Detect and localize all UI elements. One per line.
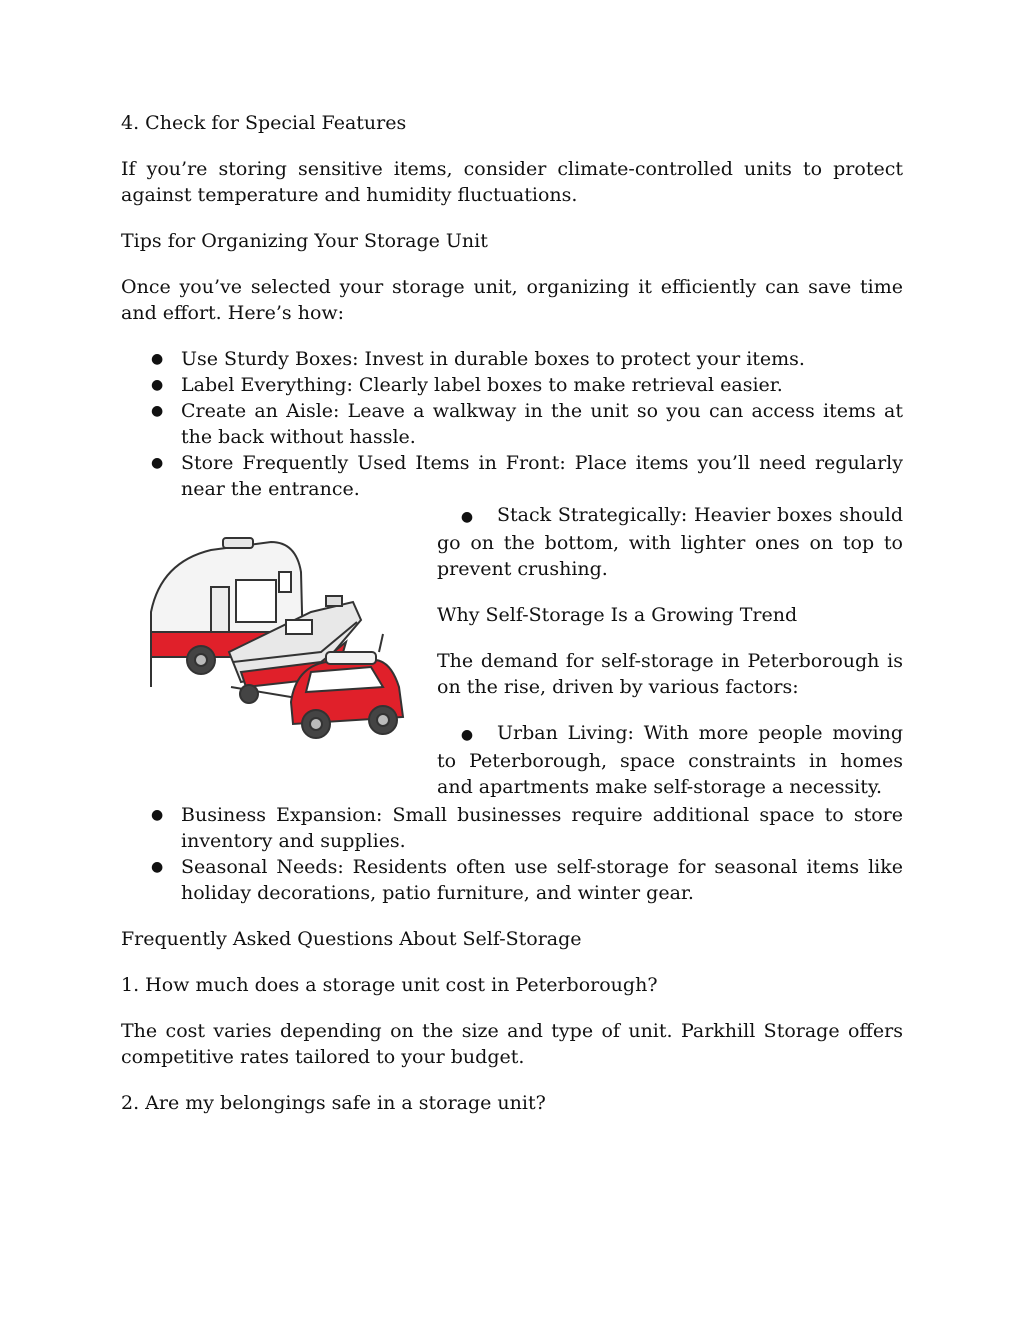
tips-intro: Once you’ve selected your storage unit, organizing it efficiently can save time and effort. Here’s how: [121, 276, 903, 324]
heading-tips: Tips for Organizing Your Storage Unit [121, 230, 488, 252]
heading-faq: Frequently Asked Questions About Self-Storage [121, 928, 582, 950]
document-page [121, 110, 903, 1116]
right-column-text [437, 502, 903, 800]
special-features-text: If you’re storing sensitive items, consider climate-controlled units to protect against temperature and humidity fluctuations. [121, 158, 903, 206]
list-item: ● Business Expansion: Small businesses require additional space to store inventory and supplies. [151, 804, 903, 852]
trend-intro: The demand for self-storage in Peterborough is on the rise, driven by various factors: [437, 650, 903, 698]
illustration-block [121, 502, 903, 802]
list-item: ● Stack Strategically: Heavier boxes should go on the bottom, with lighter ones on top to prevent crushing. [437, 504, 903, 580]
list-item: ● Seasonal Needs: Residents often use self-storage for seasonal items like holiday decorations, patio furniture, and winter gear. [151, 856, 903, 904]
faq-answer-1: The cost varies depending on the size and type of unit. Parkhill Storage offers competitive rates tailored to your budget. [121, 1020, 903, 1068]
list-item: ● Store Frequently Used Items in Front: Place items you’ll need regularly near the entrance. [151, 452, 903, 500]
faq-question-2: 2. Are my belongings safe in a storage unit? [121, 1092, 546, 1114]
heading-trend: Why Self-Storage Is a Growing Trend [437, 604, 798, 626]
heading-special-features: 4. Check for Special Features [121, 112, 407, 134]
vehicle-storage-illustration [121, 502, 419, 772]
list-item: ● Use Sturdy Boxes: Invest in durable boxes to protect your items. [151, 348, 805, 370]
tips-list [121, 346, 903, 502]
list-item: ● Urban Living: With more people moving to Peterborough, space constraints in homes and apartments make self-storage a necessity. [437, 722, 903, 798]
list-item: ● Label Everything: Clearly label boxes to make retrieval easier. [151, 374, 783, 396]
list-item: ● Create an Aisle: Leave a walkway in the unit so you can access items at the back without hassle. [151, 400, 903, 448]
faq-question-1: 1. How much does a storage unit cost in Peterborough? [121, 974, 658, 996]
trend-list [121, 802, 903, 906]
